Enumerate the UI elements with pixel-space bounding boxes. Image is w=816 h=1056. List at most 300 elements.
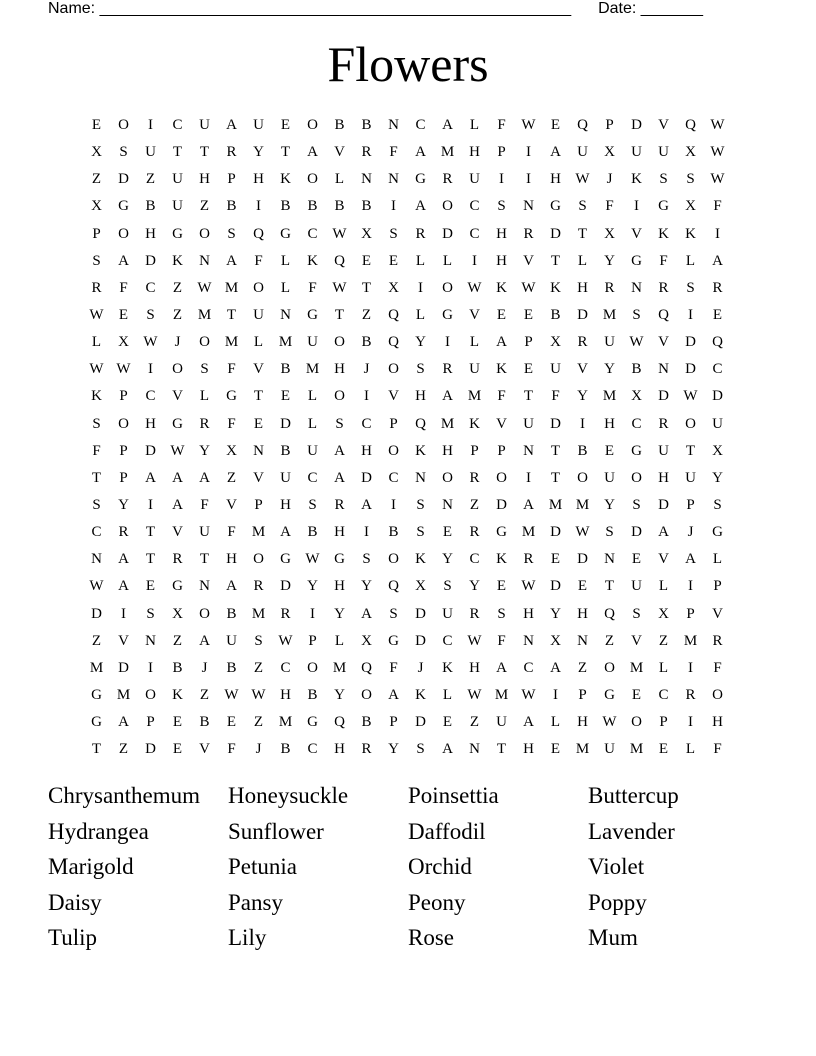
grid-letter: V xyxy=(658,117,669,134)
grid-letter: T xyxy=(91,469,102,486)
grid-letter: A xyxy=(415,198,426,215)
grid-letter: D xyxy=(496,497,507,514)
grid-letter: E xyxy=(253,415,264,432)
grid-letter: D xyxy=(415,632,426,649)
grid-letter: X xyxy=(226,442,237,459)
word-list-item: Pansy xyxy=(228,889,283,915)
grid-letter: K xyxy=(631,171,642,188)
grid-letter: E xyxy=(496,307,507,324)
grid-letter: D xyxy=(118,659,129,676)
grid-letter: H xyxy=(334,524,345,541)
grid-letter: D xyxy=(658,497,669,514)
grid-letter: S xyxy=(92,415,101,432)
grid-letter: S xyxy=(686,171,695,188)
grid-letter: U xyxy=(307,442,318,459)
grid-letter: G xyxy=(172,225,183,242)
grid-letter: K xyxy=(685,225,696,242)
grid-letter: A xyxy=(496,334,507,351)
grid-letter: C xyxy=(307,225,318,242)
grid-letter: I xyxy=(499,171,504,188)
grid-letter: X xyxy=(550,334,561,351)
grid-letter: I xyxy=(148,497,153,514)
grid-letter: S xyxy=(416,497,425,514)
grid-letter: I xyxy=(418,279,423,296)
grid-letter: U xyxy=(172,171,183,188)
word-list-item: Lily xyxy=(228,925,267,951)
grid-letter: B xyxy=(199,714,210,731)
grid-letter: U xyxy=(172,198,183,215)
word-list-item: Honeysuckle xyxy=(228,783,349,808)
grid-letter: H xyxy=(334,741,345,758)
grid-letter: M xyxy=(494,687,509,704)
grid-letter: Y xyxy=(199,442,210,459)
grid-letter: L xyxy=(685,252,696,269)
grid-letter: L xyxy=(685,741,696,758)
grid-letter: V xyxy=(253,361,264,378)
grid-letter: V xyxy=(172,524,183,541)
grid-letter: F xyxy=(227,415,236,432)
grid-letter: U xyxy=(631,144,642,161)
grid-letter: O xyxy=(199,225,210,242)
grid-letter: Y xyxy=(388,741,399,758)
grid-letter: Y xyxy=(361,578,372,595)
grid-letter: A xyxy=(172,497,183,514)
grid-letter: C xyxy=(307,741,318,758)
grid-letter: W xyxy=(251,687,266,704)
grid-letter: A xyxy=(226,578,237,595)
grid-letter: P xyxy=(497,144,506,161)
grid-letter: A xyxy=(442,117,453,134)
grid-letter: Y xyxy=(334,687,345,704)
grid-letter: R xyxy=(172,551,183,568)
grid-letter: X xyxy=(658,605,669,622)
grid-letter: I xyxy=(310,605,315,622)
grid-letter: U xyxy=(280,469,291,486)
grid-letter: M xyxy=(575,497,590,514)
grid-letter: X xyxy=(91,144,102,161)
grid-letter: T xyxy=(361,279,372,296)
grid-letter: P xyxy=(713,578,722,595)
grid-letter: X xyxy=(550,632,561,649)
grid-letter: I xyxy=(391,497,396,514)
grid-letter: A xyxy=(442,388,453,405)
grid-letter: O xyxy=(442,198,453,215)
grid-letter: H xyxy=(658,469,669,486)
grid-letter: F xyxy=(497,388,506,405)
grid-letter: I xyxy=(256,198,261,215)
grid-letter: X xyxy=(388,279,399,296)
grid-letter: E xyxy=(280,388,291,405)
grid-letter: Z xyxy=(469,714,480,731)
grid-letter: D xyxy=(685,334,696,351)
grid-letter: G xyxy=(631,442,642,459)
grid-letter: W xyxy=(710,171,725,188)
grid-letter: W xyxy=(521,578,536,595)
grid-letter: H xyxy=(334,578,345,595)
grid-letter: K xyxy=(550,279,561,296)
grid-letter: O xyxy=(604,659,615,676)
grid-letter: K xyxy=(442,659,453,676)
grid-letter: J xyxy=(255,741,262,758)
grid-letter: G xyxy=(280,551,291,568)
grid-letter: P xyxy=(254,497,263,514)
grid-letter: W xyxy=(170,442,185,459)
grid-letter: A xyxy=(388,687,399,704)
grid-letter: R xyxy=(361,741,372,758)
grid-letter: N xyxy=(253,442,264,459)
grid-letter: F xyxy=(227,524,236,541)
word-list-item: Orchid xyxy=(408,854,472,880)
grid-letter: V xyxy=(658,334,669,351)
grid-letter: I xyxy=(148,117,153,134)
grid-letter: R xyxy=(199,415,210,432)
grid-letter: R xyxy=(712,632,723,649)
grid-letter: Y xyxy=(334,605,345,622)
grid-letter: R xyxy=(658,279,669,296)
grid-letter: S xyxy=(362,551,371,568)
grid-letter: E xyxy=(550,741,561,758)
grid-letter: H xyxy=(469,144,480,161)
grid-letter: T xyxy=(91,741,102,758)
grid-letter: S xyxy=(497,605,506,622)
grid-letter: V xyxy=(523,252,534,269)
grid-letter: X xyxy=(712,442,723,459)
grid-letter: Q xyxy=(334,252,345,269)
grid-letter: G xyxy=(280,225,291,242)
grid-letter: W xyxy=(197,279,212,296)
grid-letter: U xyxy=(604,469,615,486)
grid-letter: R xyxy=(280,605,291,622)
grid-letter: W xyxy=(89,307,104,324)
grid-letter: M xyxy=(440,144,455,161)
grid-letter: X xyxy=(415,578,426,595)
grid-letter: Y xyxy=(604,361,615,378)
grid-letter: A xyxy=(199,632,210,649)
grid-letter: G xyxy=(712,524,723,541)
grid-letter: C xyxy=(388,469,399,486)
grid-letter: E xyxy=(442,714,453,731)
grid-letter: P xyxy=(389,415,398,432)
grid-letter: M xyxy=(548,497,563,514)
grid-letter: Z xyxy=(226,469,237,486)
grid-letter: F xyxy=(713,198,722,215)
grid-letter: G xyxy=(604,687,615,704)
grid-letter: O xyxy=(361,687,372,704)
grid-letter: H xyxy=(361,442,372,459)
grid-letter: H xyxy=(226,551,237,568)
grid-letter: G xyxy=(91,714,102,731)
grid-letter: G xyxy=(91,687,102,704)
grid-letter: W xyxy=(224,687,239,704)
grid-letter: B xyxy=(334,198,345,215)
grid-letter: Z xyxy=(172,279,183,296)
grid-letter: S xyxy=(659,171,668,188)
grid-letter: X xyxy=(91,198,102,215)
grid-letter: T xyxy=(496,741,507,758)
grid-letter: A xyxy=(334,469,345,486)
grid-letter: N xyxy=(469,741,480,758)
grid-letter: S xyxy=(443,578,452,595)
grid-letter: W xyxy=(521,687,536,704)
grid-letter: U xyxy=(226,632,237,649)
grid-letter: N xyxy=(91,551,102,568)
grid-letter: D xyxy=(577,307,588,324)
grid-letter: H xyxy=(604,415,615,432)
grid-letter: M xyxy=(305,361,320,378)
grid-letter: B xyxy=(280,442,291,459)
grid-letter: G xyxy=(496,524,507,541)
grid-letter: B xyxy=(307,687,318,704)
grid-letter: S xyxy=(632,605,641,622)
grid-letter: L xyxy=(280,252,291,269)
grid-letter: S xyxy=(497,198,506,215)
grid-letter: T xyxy=(145,551,156,568)
grid-letter: V xyxy=(334,144,345,161)
grid-letter: G xyxy=(307,307,318,324)
grid-letter: B xyxy=(361,714,372,731)
grid-letter: E xyxy=(388,252,399,269)
grid-letter: U xyxy=(199,117,210,134)
grid-letter: H xyxy=(577,279,588,296)
grid-letter: E xyxy=(172,741,183,758)
grid-letter: R xyxy=(658,415,669,432)
grid-letter: Y xyxy=(469,578,480,595)
grid-letter: L xyxy=(334,171,345,188)
grid-letter: W xyxy=(467,632,482,649)
grid-letter: Y xyxy=(307,578,318,595)
grid-letter: V xyxy=(712,605,723,622)
grid-letter: A xyxy=(334,442,345,459)
grid-letter: R xyxy=(712,279,723,296)
grid-letter: F xyxy=(308,279,317,296)
grid-letter: O xyxy=(253,279,264,296)
grid-letter: D xyxy=(550,415,561,432)
grid-letter: U xyxy=(631,578,642,595)
grid-letter: U xyxy=(658,442,669,459)
grid-letter: H xyxy=(199,171,210,188)
grid-letter: A xyxy=(199,469,210,486)
grid-letter: C xyxy=(361,415,372,432)
grid-letter: P xyxy=(578,687,587,704)
grid-letter: I xyxy=(364,388,369,405)
grid-letter: F xyxy=(659,252,668,269)
grid-letter: U xyxy=(604,334,615,351)
grid-letter: Z xyxy=(91,171,102,188)
grid-letter: E xyxy=(577,578,588,595)
grid-letter: U xyxy=(604,741,615,758)
word-list-item: Mum xyxy=(588,925,638,951)
grid-letter: O xyxy=(172,361,183,378)
grid-letter: Q xyxy=(388,578,399,595)
grid-letter: E xyxy=(226,714,237,731)
grid-letter: I xyxy=(526,469,531,486)
grid-letter: A xyxy=(361,605,372,622)
grid-letter: K xyxy=(415,687,426,704)
word-list-item: Chrysanthemum xyxy=(48,783,201,808)
grid-letter: M xyxy=(224,334,239,351)
grid-letter: G xyxy=(307,714,318,731)
grid-letter: W xyxy=(332,225,347,242)
grid-letter: Y xyxy=(442,551,453,568)
grid-letter: J xyxy=(687,524,694,541)
grid-letter: D xyxy=(631,117,642,134)
grid-letter: T xyxy=(226,307,237,324)
grid-letter: D xyxy=(361,469,372,486)
grid-letter: E xyxy=(442,524,453,541)
grid-letter: R xyxy=(118,524,129,541)
grid-letter: L xyxy=(658,659,669,676)
grid-letter: Q xyxy=(685,117,696,134)
grid-letter: U xyxy=(712,415,723,432)
grid-letter: X xyxy=(685,144,696,161)
grid-letter: I xyxy=(526,144,531,161)
page-title: Flowers xyxy=(327,36,489,92)
grid-letter: U xyxy=(550,361,561,378)
grid-letter: S xyxy=(146,605,155,622)
grid-letter: D xyxy=(631,524,642,541)
grid-letter: R xyxy=(253,578,264,595)
grid-letter: T xyxy=(550,442,561,459)
grid-letter: B xyxy=(550,307,561,324)
grid-letter: M xyxy=(251,605,266,622)
grid-letter: Y xyxy=(415,334,426,351)
grid-letter: O xyxy=(712,687,723,704)
grid-letter: O xyxy=(334,334,345,351)
grid-letter: D xyxy=(280,578,291,595)
grid-letter: Z xyxy=(118,741,129,758)
word-list-item: Hydrangea xyxy=(48,818,149,844)
grid-letter: J xyxy=(363,361,370,378)
grid-letter: Y xyxy=(253,144,264,161)
grid-letter: U xyxy=(253,117,264,134)
grid-letter: X xyxy=(631,388,642,405)
grid-letter: D xyxy=(550,225,561,242)
grid-letter: N xyxy=(145,632,156,649)
grid-letter: O xyxy=(577,469,588,486)
grid-letter: U xyxy=(469,361,480,378)
grid-letter: M xyxy=(197,307,212,324)
grid-letter: W xyxy=(89,578,104,595)
grid-letter: S xyxy=(578,198,587,215)
grid-letter: C xyxy=(145,388,156,405)
grid-letter: L xyxy=(550,714,561,731)
grid-letter: H xyxy=(496,252,507,269)
grid-letter: W xyxy=(521,117,536,134)
grid-letter: V xyxy=(577,361,588,378)
grid-letter: S xyxy=(416,361,425,378)
grid-letter: Q xyxy=(604,605,615,622)
grid-letter: M xyxy=(224,279,239,296)
grid-letter: K xyxy=(496,551,507,568)
grid-letter: O xyxy=(631,469,642,486)
grid-letter: X xyxy=(172,605,183,622)
grid-letter: D xyxy=(550,578,561,595)
grid-letter: W xyxy=(143,334,158,351)
grid-letter: Z xyxy=(577,659,588,676)
grid-letter: T xyxy=(280,144,291,161)
grid-letter: H xyxy=(577,605,588,622)
grid-letter: M xyxy=(602,388,617,405)
grid-letter: O xyxy=(118,225,129,242)
grid-letter: W xyxy=(710,117,725,134)
grid-letter: Z xyxy=(604,632,615,649)
grid-letter: L xyxy=(577,252,588,269)
grid-letter: T xyxy=(199,144,210,161)
grid-letter: M xyxy=(575,741,590,758)
word-list-item: Poppy xyxy=(588,889,647,915)
grid-letter: Q xyxy=(388,334,399,351)
grid-letter: Z xyxy=(253,714,264,731)
grid-letter: Z xyxy=(253,659,264,676)
grid-letter: N xyxy=(523,198,534,215)
grid-letter: A xyxy=(226,252,237,269)
grid-letter: H xyxy=(280,687,291,704)
grid-letter: V xyxy=(496,415,507,432)
grid-letter: L xyxy=(442,252,453,269)
grid-letter: F xyxy=(92,442,101,459)
word-list-item: Peony xyxy=(408,889,466,915)
grid-letter: N xyxy=(280,307,291,324)
grid-letter: U xyxy=(253,307,264,324)
grid-letter: Z xyxy=(361,307,372,324)
grid-letter: H xyxy=(523,605,534,622)
grid-letter: S xyxy=(605,524,614,541)
grid-letter: K xyxy=(469,415,480,432)
grid-letter: P xyxy=(524,334,533,351)
grid-letter: O xyxy=(118,117,129,134)
grid-letter: D xyxy=(685,361,696,378)
grid-letter: C xyxy=(658,687,669,704)
grid-letter: V xyxy=(172,388,183,405)
grid-letter: T xyxy=(172,144,183,161)
grid-letter: I xyxy=(445,334,450,351)
grid-letter: V xyxy=(253,469,264,486)
grid-letter: A xyxy=(118,252,129,269)
grid-letter: E xyxy=(712,307,723,324)
grid-letter: V xyxy=(631,225,642,242)
grid-letter: T xyxy=(145,524,156,541)
grid-letter: E xyxy=(550,117,561,134)
grid-letter: L xyxy=(712,551,723,568)
grid-letter: I xyxy=(148,659,153,676)
grid-letter: G xyxy=(334,551,345,568)
grid-letter: H xyxy=(415,388,426,405)
grid-letter: S xyxy=(632,307,641,324)
grid-letter: N xyxy=(631,279,642,296)
grid-letter: D xyxy=(145,252,156,269)
word-list-item: Lavender xyxy=(588,818,675,844)
grid-letter: G xyxy=(226,388,237,405)
grid-letter: M xyxy=(467,388,482,405)
grid-letter: D xyxy=(658,388,669,405)
grid-letter: G xyxy=(631,252,642,269)
grid-letter: P xyxy=(308,632,317,649)
grid-letter: Y xyxy=(577,388,588,405)
grid-letter: Q xyxy=(361,659,372,676)
grid-letter: I xyxy=(688,714,693,731)
grid-letter: F xyxy=(497,117,506,134)
grid-letter: B xyxy=(334,117,345,134)
grid-letter: O xyxy=(334,388,345,405)
grid-letter: A xyxy=(307,144,318,161)
grid-letter: U xyxy=(685,469,696,486)
grid-letter: I xyxy=(688,307,693,324)
grid-letter: K xyxy=(172,252,183,269)
grid-letter: Z xyxy=(658,632,669,649)
grid-letter: F xyxy=(200,497,209,514)
grid-letter: O xyxy=(199,334,210,351)
grid-letter: K xyxy=(496,361,507,378)
